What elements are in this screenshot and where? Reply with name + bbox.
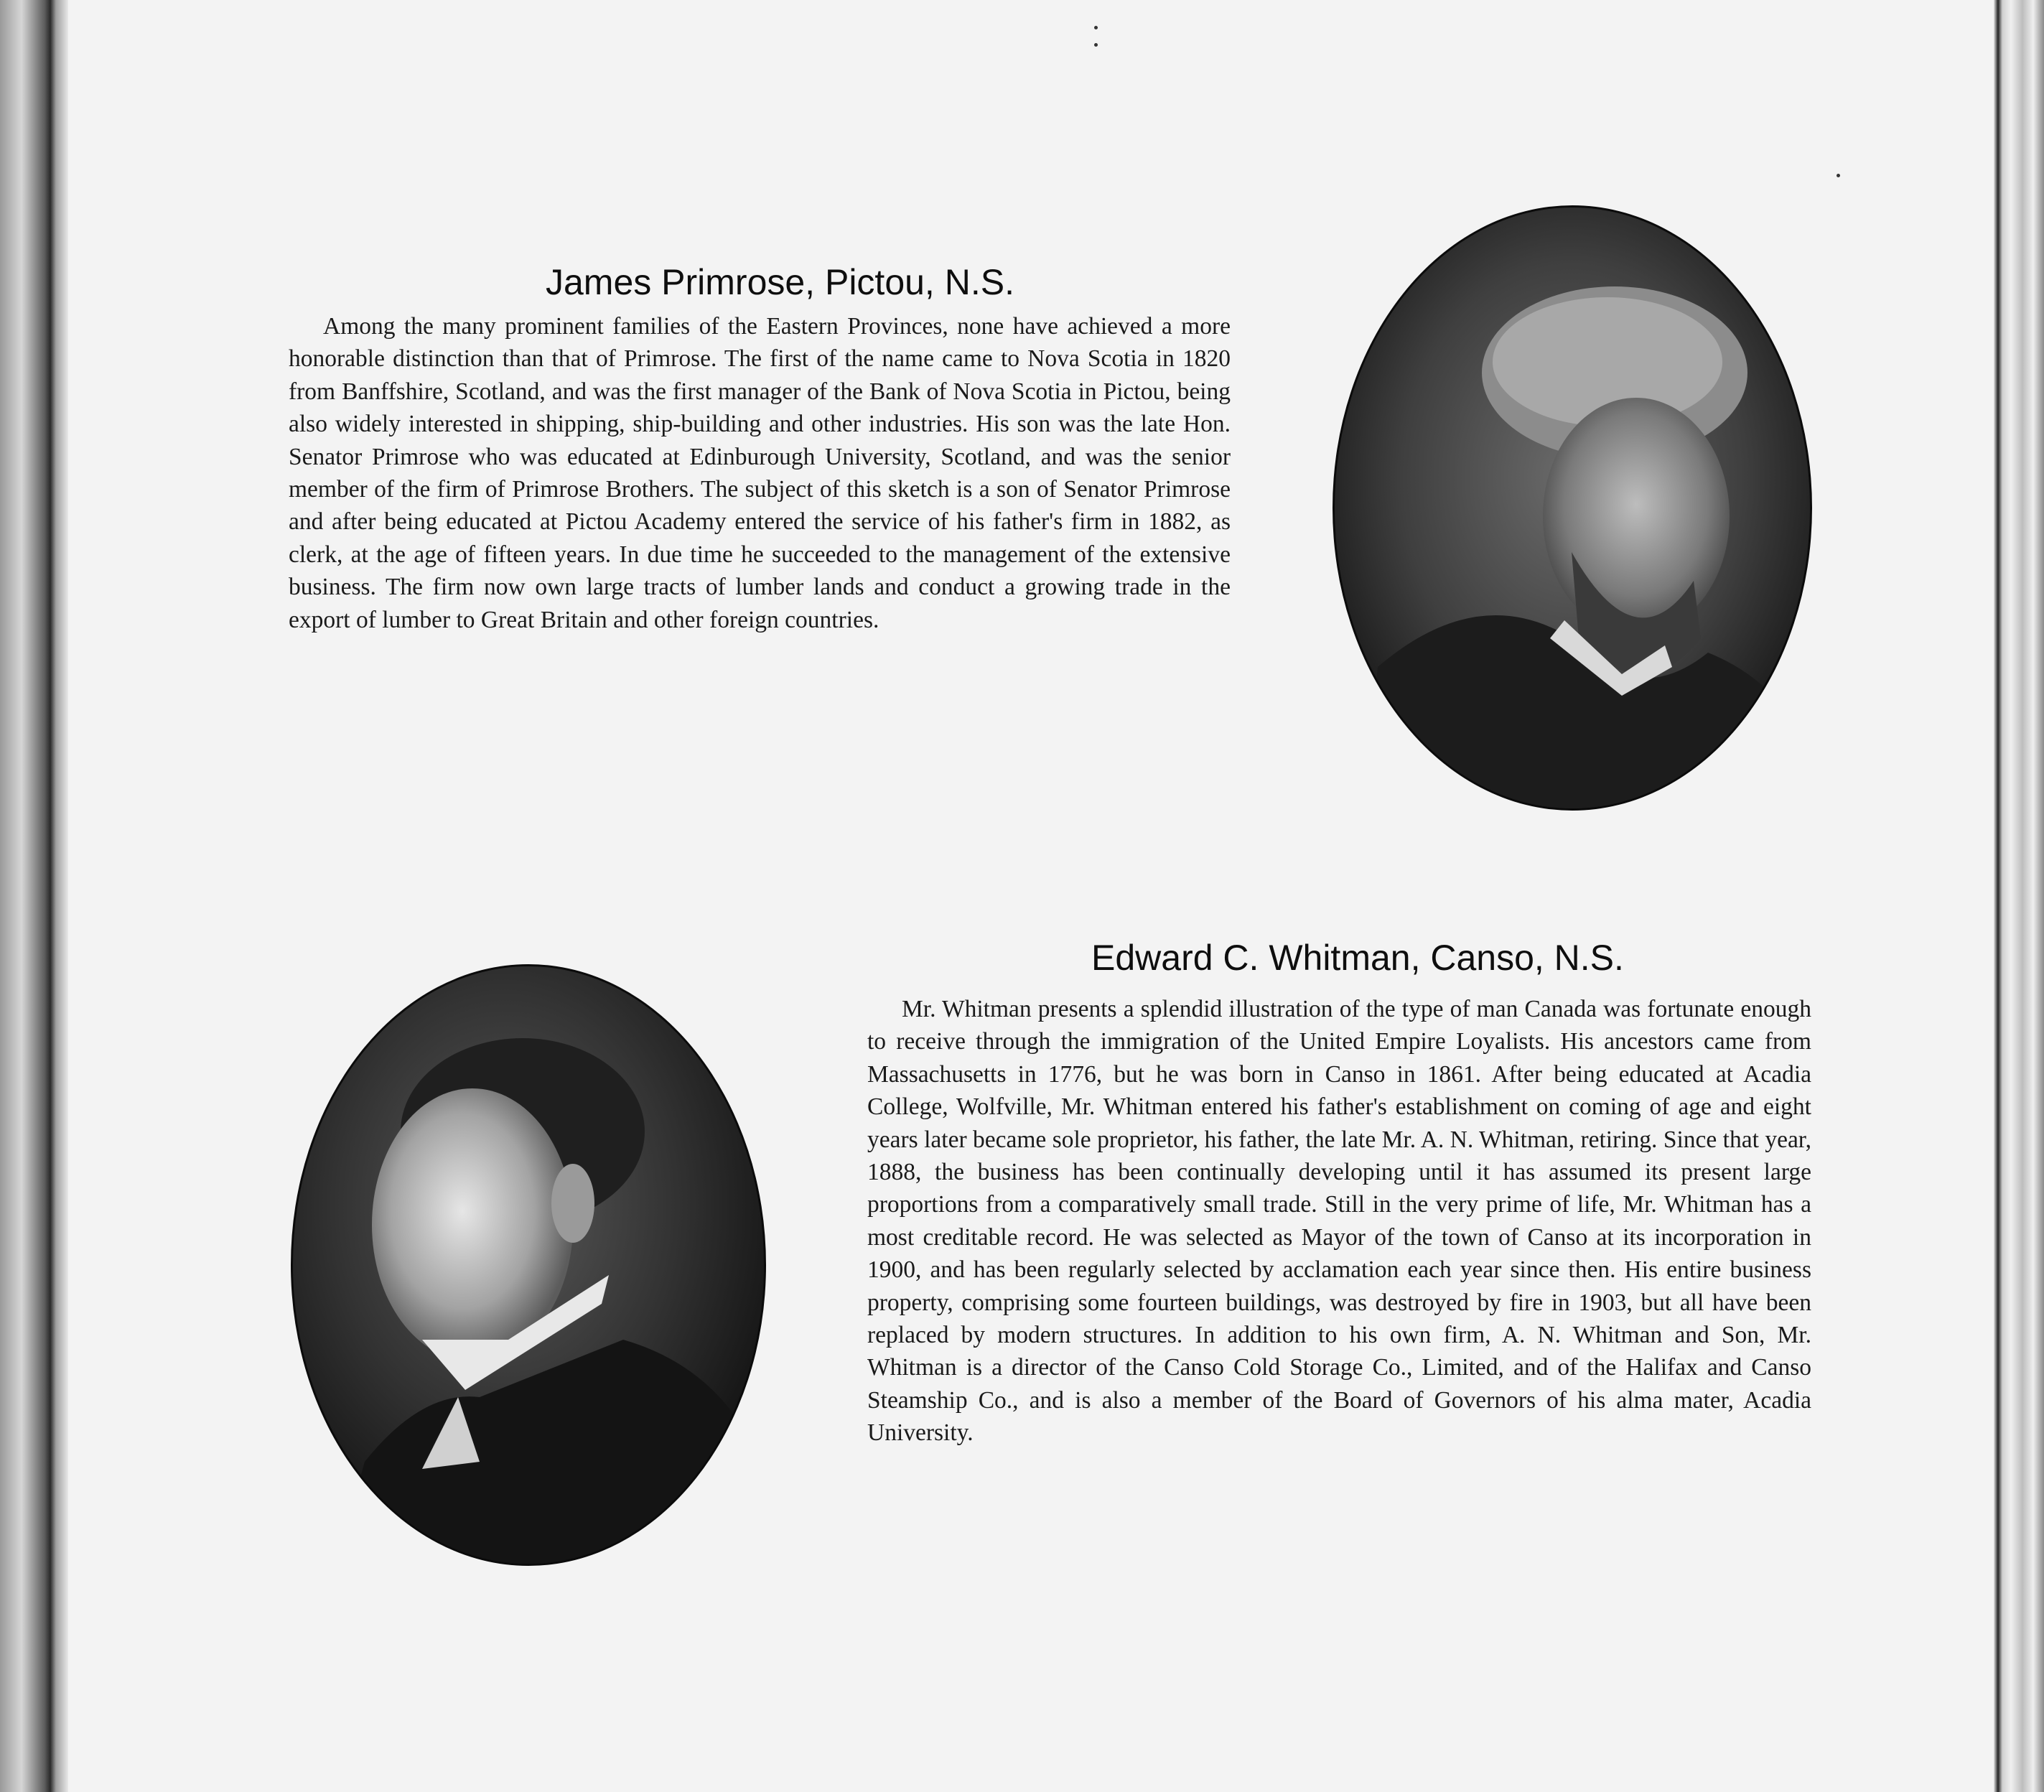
book-gutter-edge bbox=[0, 0, 68, 1792]
article-body: Mr. Whitman presents a splendid illustration of the type of man Canada was fortunate enough to receive through the immigration of the United Empire Loyalists. His ancestors came from Massachusetts in 1776, but he was born in Canso in 1861. After being educated at Acadia College, Wolfville, Mr. Whitman entered his father's establishment on coming of age and eight years later became sole proprietor, his father, the late Mr. A. N. Whitman, retiring. Since that year, 1888, the business has been continually developing until it has assumed its present large proportions from a comparatively small trade. Still in the very prime of life, Mr. Whitman has a most creditable record. He was selected as Mayor of the town of Canso at its incorporation in 1900, and has been regularly selected by acclamation each year since then. His entire business property, comprising some fourteen buildings, was destroyed by fire in 1903, but all have been replaced by modern structures. In addition to his own firm, A. N. Whitman and Son, Mr. Whitman is a director of the Canso Cold Storage Co., Limited, and of the Halifax and Canso Steamship Co., and is also a member of the Board of Governors of his alma mater, Acadia University. bbox=[867, 996, 1811, 1447]
article-body: Among the many prominent families of the Eastern Provinces, none have achieved a more honorable distinction than that of Primrose. The first of the name came to Nova Scotia in 1820 from Banffshire, Scotland, and was the first manager of the Bank of Nova Scotia in Pictou, being also widely interested in shipping, ship-building and other industries. His son was the late Hon. Senator Primrose who was educated at Edinburough University, Scotland, and was the senior member of the firm of Primrose Brothers. The subject of this sketch is a son of Senator Primrose and after being educated at Pictou Academy entered the service of his father's firm in 1882, as clerk, at the age of fifteen years. In due time he succeeded to the management of the extensive business. The firm now own large tracts of lumber lands and conduct a growing trade in the export of lumber to Great Britain and other foreign countries. bbox=[289, 313, 1231, 633]
scan-speck bbox=[1837, 174, 1840, 177]
article-title: Edward C. Whitman, Canso, N.S. bbox=[1091, 938, 1624, 978]
portrait-photo-icon bbox=[1333, 205, 1812, 811]
scan-speck bbox=[1094, 26, 1098, 29]
scan-speck bbox=[1094, 43, 1098, 47]
article-title: James Primrose, Pictou, N.S. bbox=[546, 262, 1014, 302]
page-right-edge bbox=[1994, 0, 2044, 1792]
portrait-photo-icon bbox=[291, 964, 766, 1566]
